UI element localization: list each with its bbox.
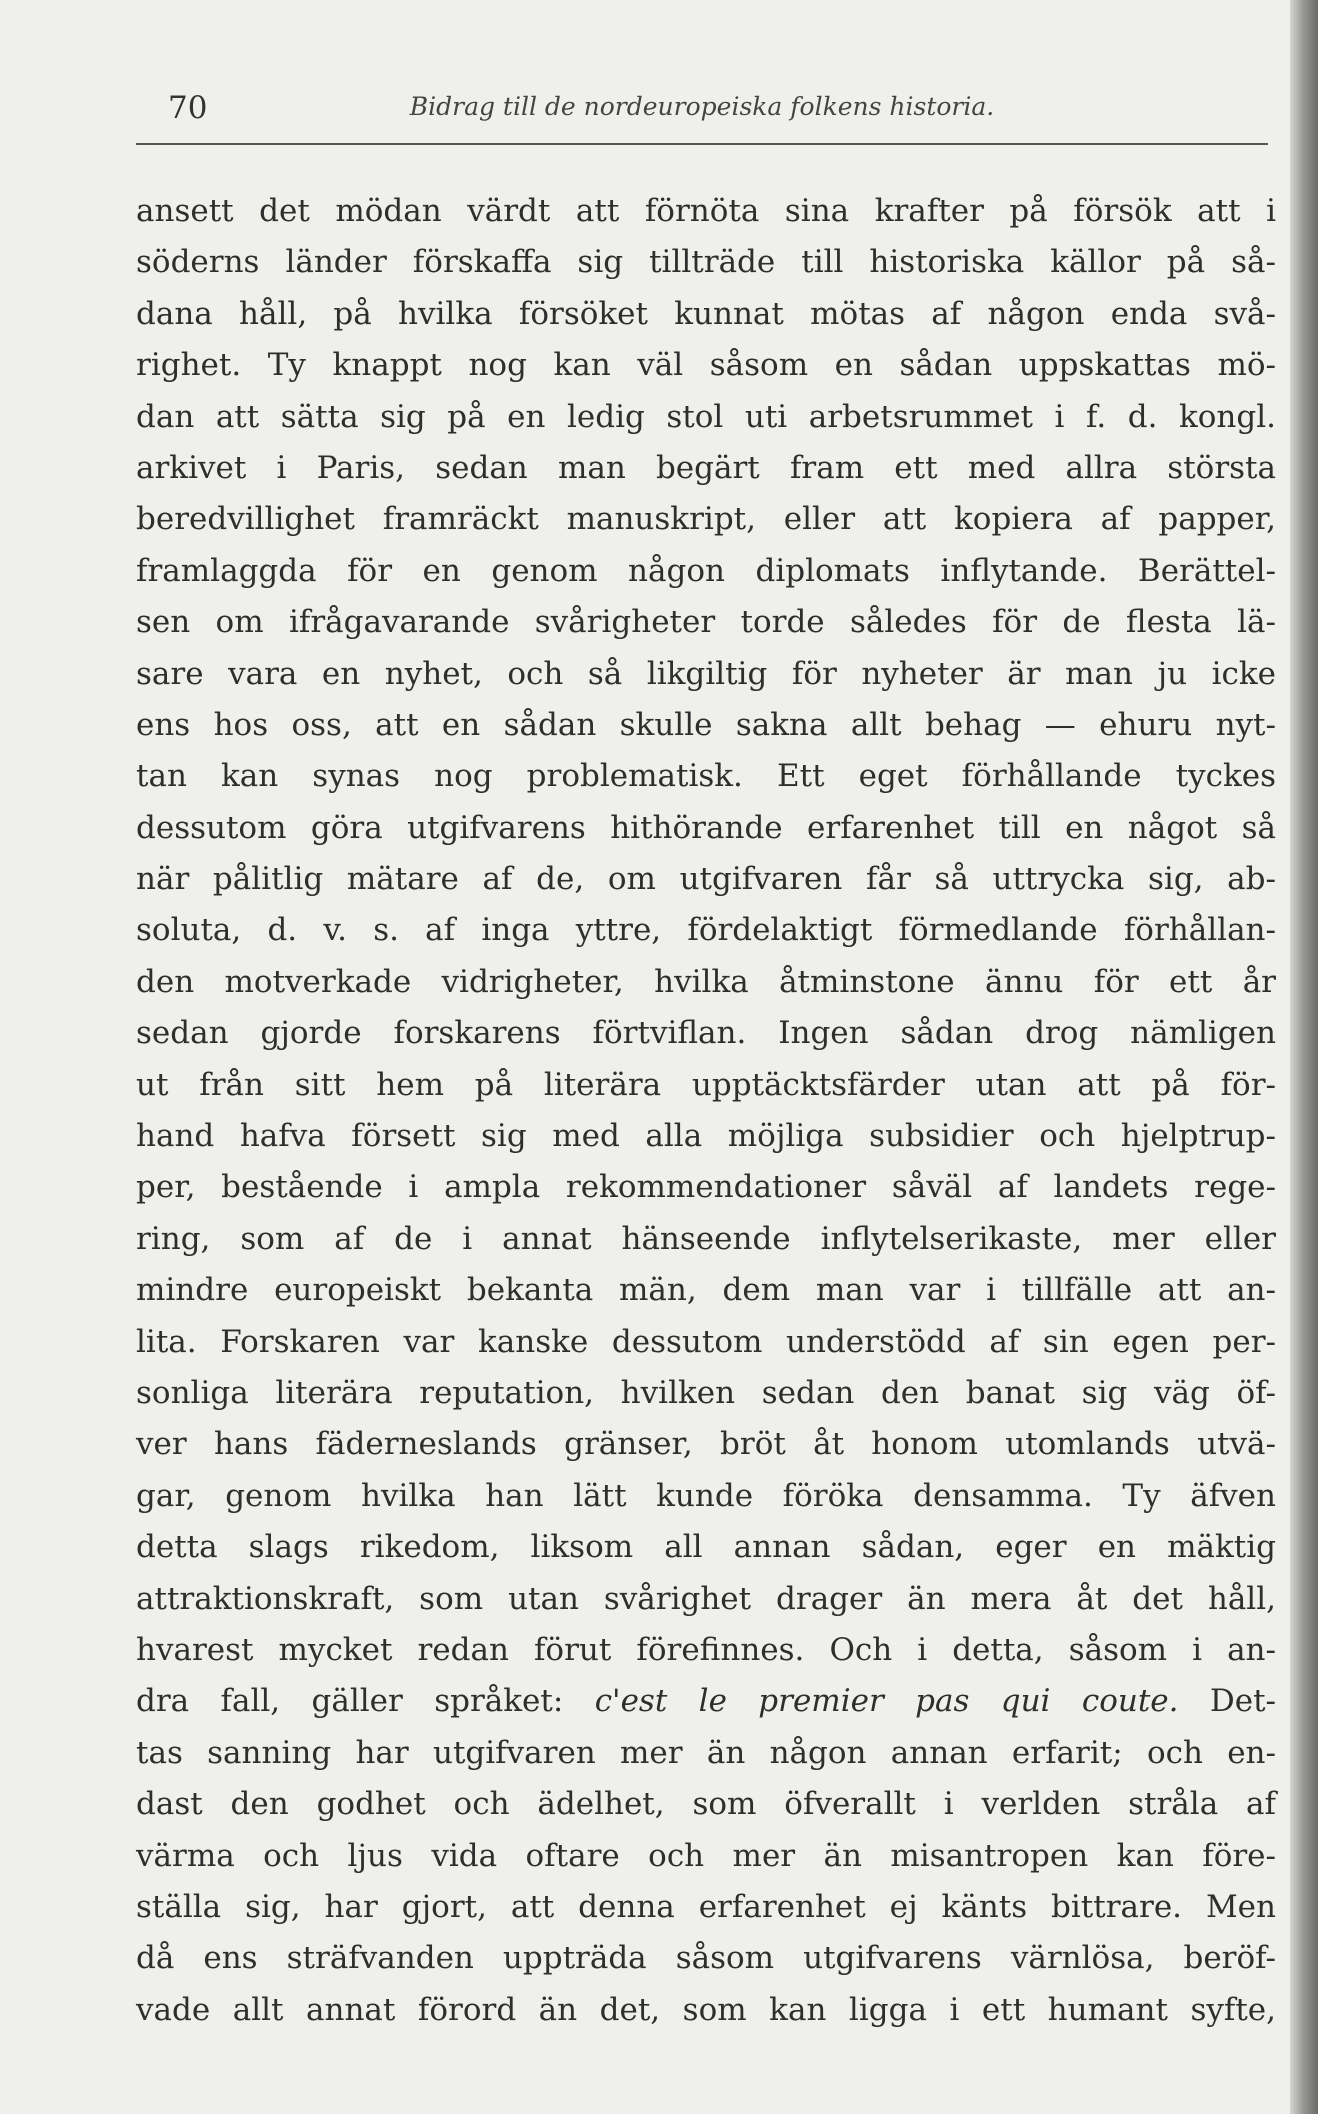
text-line: attraktionskraft, som utan svårighet drager än mera åt det håll, <box>136 1580 1276 1617</box>
text-line: sonliga literära reputation, hvilken sedan den banat sig väg öf- <box>136 1374 1276 1411</box>
text-line: tan kan synas nog problematisk. Ett eget förhållande tyckes <box>136 758 1276 795</box>
text-line: då ens sträfvanden uppträda såsom utgifvarens värnlösa, beröf- <box>136 1940 1276 1977</box>
text-line: framlaggda för en genom någon diplomats inflytande. Berättel- <box>136 552 1276 589</box>
header-rule <box>136 143 1268 145</box>
page-number: 70 <box>168 90 208 126</box>
text-line: soluta, d. v. s. af inga yttre, fördelaktigt förmedlande förhållan- <box>136 912 1276 949</box>
text-segment: Det- <box>1178 1683 1277 1720</box>
text-line: sedan gjorde forskarens förtviflan. Ingen sådan drog nämligen <box>136 1015 1276 1052</box>
text-line: hand hafva försett sig med alla möjliga subsidier och hjelptrup- <box>136 1118 1276 1155</box>
text-line: söderns länder förskaffa sig tillträde till historiska källor på så- <box>136 244 1276 281</box>
text-line: dessutom göra utgifvarens hithörande erfarenhet till en något så <box>136 809 1276 846</box>
text-line: sare vara en nyhet, och så likgiltig för nyheter är man ju icke <box>136 655 1276 692</box>
text-line: ut från sitt hem på literära upptäcktsfärder utan att på för- <box>136 1066 1276 1103</box>
text-line: detta slags rikedom, liksom all annan sådan, eger en mäktig <box>136 1529 1276 1566</box>
text-line: dast den godhet och ädelhet, som öfverallt i verlden stråla af <box>136 1786 1276 1823</box>
text-line-with-french-quote <box>136 1676 1276 1727</box>
text-line: sen om ifrågavarande svårigheter torde således för de flesta lä- <box>136 604 1276 641</box>
text-line: mindre europeiskt bekanta män, dem man var i tillfälle att an- <box>136 1272 1276 1309</box>
text-line: ring, som af de i annat hänseende inflytelserikaste, mer eller <box>136 1220 1276 1257</box>
page-header <box>136 82 1268 132</box>
text-line: den motverkade vidrigheter, hvilka åtminstone ännu för ett år <box>136 963 1276 1000</box>
text-line: righet. Ty knappt nog kan väl såsom en sådan uppskattas mö- <box>136 347 1276 384</box>
french-quote: c'est le premier pas qui coute. <box>594 1683 1179 1720</box>
text-line: hvarest mycket redan förut förefinnes. Och i detta, såsom i an- <box>136 1631 1276 1668</box>
text-line: dana håll, på hvilka försöket kunnat mötas af någon enda svå- <box>136 295 1276 332</box>
body-text <box>136 186 1276 2036</box>
text-line: dan att sätta sig på en ledig stol uti arbetsrummet i f. d. kongl. <box>136 398 1276 435</box>
text-line: vade allt annat förord än det, som kan ligga i ett humant syfte, <box>136 1991 1276 2028</box>
text-line: värma och ljus vida oftare och mer än misantropen kan före- <box>136 1837 1276 1874</box>
text-line: arkivet i Paris, sedan man begärt fram ett med allra största <box>136 449 1276 486</box>
text-line: lita. Forskaren var kanske dessutom understödd af sin egen per- <box>136 1323 1276 1360</box>
running-title: Bidrag till de nordeuropeiska folkens historia. <box>409 92 995 121</box>
text-line: ansett det mödan värdt att förnöta sina krafter på försök att i <box>136 193 1276 229</box>
text-line: beredvillighet framräckt manuskript, eller att kopiera af papper, <box>136 501 1276 538</box>
text-segment: dra fall, gäller språket: <box>136 1683 595 1720</box>
text-line: ens hos oss, att en sådan skulle sakna allt behag — ehuru nyt- <box>136 706 1276 743</box>
text-line: gar, genom hvilka han lätt kunde föröka densamma. Ty äfven <box>136 1477 1276 1514</box>
text-line: ver hans fäderneslands gränser, bröt åt honom utomlands utvä- <box>136 1426 1276 1463</box>
text-line: när pålitlig mätare af de, om utgifvaren får så uttrycka sig, ab- <box>136 861 1276 898</box>
page-edge-shadow <box>1290 0 1318 2114</box>
text-line: per, bestående i ampla rekommendationer såväl af landets rege- <box>136 1169 1276 1206</box>
text-line: tas sanning har utgifvaren mer än någon annan erfarit; och en- <box>136 1734 1276 1771</box>
text-line: ställa sig, har gjort, att denna erfarenhet ej känts bittrare. Men <box>136 1888 1276 1925</box>
